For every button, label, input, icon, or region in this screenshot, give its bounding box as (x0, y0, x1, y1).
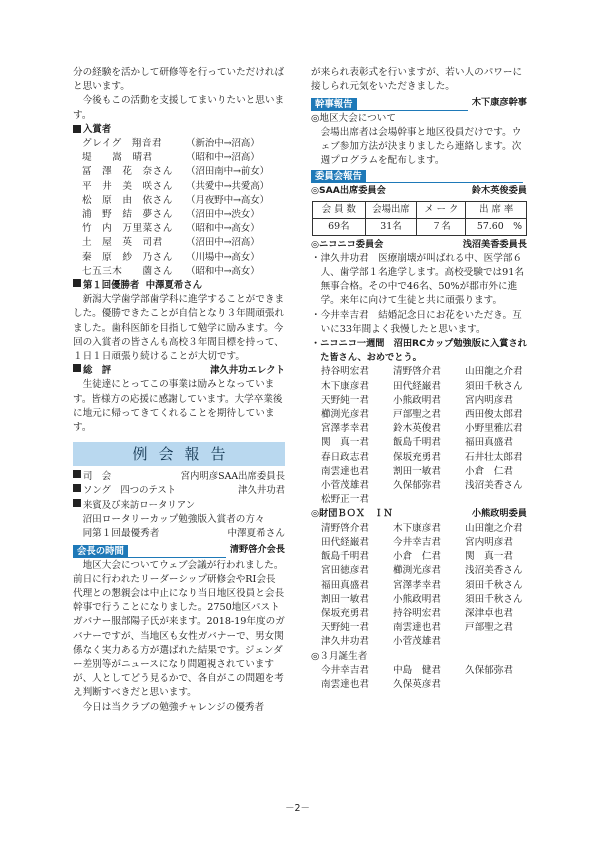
person-name (465, 493, 537, 507)
meeting-list (73, 470, 285, 513)
person-name: 戸部聖之君 (465, 622, 513, 634)
birthday-heading: ◎３月誕生者 (311, 650, 368, 662)
person-name (465, 678, 537, 692)
review-heading: 総 評 津久井功エレクト (73, 364, 285, 378)
person-name (465, 635, 537, 649)
person-name: 南雲達也君 (321, 678, 369, 690)
name-row (311, 422, 527, 436)
person-name: 宮田徳彦君 (321, 565, 369, 577)
person-name: 久保郁弥君 (393, 480, 441, 492)
birthday-names (311, 664, 527, 692)
person-name: 須田千秋さん (465, 593, 523, 605)
award-row (73, 165, 285, 179)
award-name: 平 井 美 咲さん (82, 180, 173, 192)
person-name: 須田千秋さん (465, 380, 523, 392)
square-bullet-icon (73, 470, 81, 478)
person-name: 今井幸吉君 (321, 664, 369, 676)
person-name: 小熊政明君 (393, 593, 441, 605)
winner-heading: 第１回優勝者 中澤夏希さん (73, 279, 285, 293)
name-row (311, 436, 527, 450)
person-name: 木下康彦君 (393, 522, 441, 534)
meeting-item (73, 484, 285, 498)
name-row (311, 408, 527, 422)
person-name: 戸部聖之君 (393, 409, 441, 421)
person-name: 宮澤孝幸君 (321, 423, 369, 435)
meeting-item-label: 司 会 (83, 471, 112, 483)
name-row (311, 607, 527, 621)
person-name: 小倉 仁君 (393, 551, 441, 563)
award-name: 秦 原 紗 乃さん (82, 251, 173, 263)
name-row (311, 678, 527, 692)
person-name: 松野正一君 (321, 494, 369, 506)
square-bullet-icon (73, 279, 81, 287)
award-row (73, 251, 285, 265)
table-header-cell: 出 席 率 (466, 201, 527, 218)
person-name: 櫛渕光彦君 (393, 565, 441, 577)
person-name: 保坂充勇君 (321, 607, 369, 619)
name-row (311, 635, 527, 649)
name-row (311, 579, 527, 593)
award-row (73, 180, 285, 194)
award-name: グレイグ 翔音君 (82, 138, 163, 150)
attendance-table (312, 201, 527, 236)
attendance-header-row (313, 201, 527, 218)
page-number: －2－ (285, 802, 310, 814)
person-name: 木下康彦君 (321, 380, 369, 392)
name-row (311, 564, 527, 578)
box-names (311, 522, 527, 650)
awards-list (73, 137, 285, 279)
square-bullet-icon (73, 499, 81, 507)
name-row (311, 451, 527, 465)
name-row (311, 394, 527, 408)
person-name: 関 真一君 (465, 551, 513, 563)
award-row (73, 137, 285, 151)
president-name: 清野啓介会長 (229, 544, 285, 556)
section-rule (366, 182, 523, 183)
name-row (311, 493, 527, 507)
person-name (393, 493, 465, 507)
meeting-item (73, 470, 285, 484)
person-name: 持谷明宏君 (393, 607, 441, 619)
award-school: （昭和中→高女） (186, 265, 260, 277)
award-name: 竹 内 万里菜さん (82, 223, 173, 235)
table-header-cell: 会 員 数 (313, 201, 366, 218)
secretary-label: 幹事報告 (311, 98, 357, 111)
table-header-cell: 会場出席 (365, 201, 417, 218)
niko-item-2: ・今井幸吉君 結婚記念日にお花をいただき。互いに33年間よく我慢したと思います。 (311, 309, 522, 335)
person-name: 鈴木英俊君 (393, 423, 441, 435)
person-name: 小菅茂雄君 (393, 636, 441, 648)
niko-heading: ◎ニコニコ委員会 浅沼美香委員長 (311, 238, 527, 250)
person-name: 浅沼美香さん (465, 565, 523, 577)
name-row (311, 479, 527, 493)
award-school: （沼田南中→前女） (186, 166, 269, 178)
person-name: 割田一敏君 (321, 593, 369, 605)
name-row (311, 465, 527, 479)
person-name: 清野啓介君 (321, 522, 369, 534)
meeting-report-banner: 例会報告 (73, 442, 285, 466)
continued-paragraph: が来られ表彰式を行いますが、若い人のパワーに接しられ元気をいただきました。 (311, 67, 523, 93)
right-column (311, 66, 527, 692)
person-name: 小倉 仁君 (465, 465, 513, 477)
award-row (73, 151, 285, 165)
person-name: 福田真盛君 (465, 437, 513, 449)
box-heading: ◎財団ＢＯＸ ＩＮ 小熊政明委員 (311, 508, 527, 520)
person-name: 保坂充勇君 (393, 451, 441, 463)
attendance-value-row (313, 218, 527, 235)
person-name: 関 真一君 (321, 437, 369, 449)
person-name: 割田一敏君 (393, 465, 441, 477)
person-name: 中島 健君 (393, 664, 441, 676)
award-name: 堤 嵩 晴君 (82, 152, 153, 164)
section-rule (128, 557, 226, 558)
saa-heading: ◎SAA出席委員会 鈴木英俊委員 (311, 185, 527, 197)
table-cell: ７名 (417, 218, 466, 235)
table-cell: 57.60 % (466, 218, 527, 235)
meeting-item (73, 499, 285, 513)
award-school: （昭和中→高女） (186, 223, 260, 235)
person-name: 今井幸吉君 (393, 536, 441, 548)
person-name: 春日政志君 (321, 451, 369, 463)
person-name: 小熊政明君 (393, 394, 441, 406)
person-name: 宮内明彦君 (465, 536, 513, 548)
person-name: 山田龍之介君 (465, 522, 523, 534)
name-row (311, 365, 527, 379)
award-row (73, 194, 285, 208)
secretary-name: 木下康彦幹事 (471, 97, 527, 109)
niko-weekly-title: ・ニコニコ一週間 沼田RCカップ勉強版に入賞された皆さん、おめでとう。 (311, 338, 527, 364)
award-name: 七五三木 薗さん (82, 265, 173, 277)
square-bullet-icon (73, 125, 81, 133)
table-header-cell: メ ー ク (417, 201, 466, 218)
award-school: （月夜野中→高女） (186, 194, 269, 206)
secretary-paragraph: 会場出席者は会場幹事と地区役員だけです。ウェブ参加方法が決まりましたら連絡します。次週プログラムを配布します。 (320, 126, 522, 167)
section-rule (357, 110, 468, 111)
award-name: 松 原 由 依さん (82, 194, 173, 206)
secretary-subheading: ◎地区大会について (311, 112, 396, 124)
award-row (73, 265, 285, 279)
name-row (311, 621, 527, 635)
person-name: 山田龍之介君 (465, 366, 523, 378)
award-row (73, 208, 285, 222)
president-section-header (73, 543, 285, 557)
person-name: 福田真盛君 (321, 579, 369, 591)
person-name: 西田俊太郎君 (465, 409, 523, 421)
person-name: 浅沼美香さん (465, 480, 523, 492)
awards-heading: 入賞者 (73, 123, 285, 137)
person-name: 南雲達也君 (393, 622, 441, 634)
table-cell: 69名 (313, 218, 366, 235)
committee-section-header (311, 170, 527, 183)
award-name: 土 屋 英 司君 (82, 237, 163, 249)
person-name: 深津卓也君 (465, 607, 513, 619)
left-column (73, 66, 285, 715)
person-name: 小野里雅広君 (465, 423, 523, 435)
name-row (311, 380, 527, 394)
person-name: 久保郁弥君 (465, 664, 513, 676)
guest-line-1: 沼田ロータリーカップ勉強版入賞者の方々 (82, 513, 265, 525)
award-name: 冨 澤 花 奈さん (82, 166, 173, 178)
intro-paragraph-2: 今後もこの活動を支援してまいりたいと思います。 (73, 95, 285, 121)
person-name: 清野啓介君 (393, 366, 441, 378)
winner-paragraph: 新潟大学歯学部歯学科に進学することができました。優勝できたことが自信となり３年間頑張れました。歯科医師を目指して勉学に励みます。今回の入賞者の皆さんも高校３年間目標を持って、１日１日頑張り続けることが大切です。 (73, 294, 285, 363)
person-name: 田代経巌君 (393, 380, 441, 392)
award-row (73, 222, 285, 236)
person-name: 天野純一君 (321, 394, 369, 406)
niko-weekly-names (311, 365, 527, 507)
person-name: 須田千秋さん (465, 579, 523, 591)
person-name: 天野純一君 (321, 622, 369, 634)
committee-label: 委員会報告 (311, 170, 366, 183)
square-bullet-icon (73, 484, 81, 492)
niko-item-1: ・津久井功君 医療崩壊が叫ばれる中、医学部６人、歯学部１名進学します。高校受験では91名無事合格。その中で46名、50%が郡市外に進学。来年に向けて生徒と共に頑張ります。 (311, 252, 524, 307)
name-row (311, 593, 527, 607)
person-name: 津久井功君 (321, 636, 369, 648)
meeting-item-label: 来賓及び来訪ロータリアン (83, 499, 196, 511)
name-row (311, 536, 527, 550)
name-row (311, 550, 527, 564)
meeting-item-value: 津久井功君 (238, 485, 285, 497)
person-name: 小菅茂雄君 (321, 480, 369, 492)
president-paragraph-1: 地区大会についてウェブ会議が行われました。前日に行われたリーダーシップ研修会やRI会長代理との懇親会は中止になり当日地区役員と会長幹事で行うことになりました。2750地区パストガバナー服部陽子氏が来ます。2018-19年度のガバナーですが、当地区も女性ガバナーで、男女関係なく実力ある方が選ばれた結果です。ジェンダー差別等がニュースになり問題視されていますが、人としてどう見るかで、各自がこの問題を考え判断すべきだと思います。 (73, 559, 285, 699)
person-name: 宮澤孝幸君 (393, 579, 441, 591)
award-school: （昭和中→沼高） (186, 152, 260, 164)
award-school: （新治中→沼高） (186, 138, 260, 150)
award-school: （共愛中→共愛高） (186, 180, 269, 192)
person-name: 櫛渕光彦君 (321, 409, 369, 421)
secretary-section-header (311, 96, 527, 110)
person-name: 南雲達也君 (321, 465, 369, 477)
person-name: 石井壮太郎君 (465, 451, 523, 463)
person-name: 久保英彦君 (393, 678, 441, 690)
square-bullet-icon (73, 364, 81, 372)
award-school: （川場中→高女） (186, 251, 260, 263)
person-name: 飯島千明君 (393, 437, 441, 449)
president-paragraph-2: 今日は当クラブの勉強チャレンジの優秀者 (82, 701, 265, 713)
guest-line-2: 同第１回最優秀者 中澤夏希さん (82, 528, 285, 540)
person-name: 持谷明宏君 (321, 366, 369, 378)
intro-paragraph-1: 分の経験を活かして研修等を行っていただければと思います。 (73, 67, 285, 93)
award-name: 浦 野 結 夢さん (82, 209, 173, 221)
president-label: 会長の時間 (73, 545, 128, 558)
meeting-item-value: 宮内明彦SAA出席委員長 (180, 471, 285, 483)
person-name: 飯島千明君 (321, 551, 369, 563)
table-cell: 31名 (365, 218, 417, 235)
award-school: （沼田中→渋女） (186, 209, 260, 221)
review-paragraph: 生徒達にとってこの事業は励みとなっています。皆様方の応援に感謝しています。大学卒業後に地元に帰ってきてくれることを期待しています。 (73, 379, 283, 434)
name-row (311, 522, 527, 536)
name-row (311, 664, 527, 678)
award-school: （沼田中→沼高） (186, 237, 260, 249)
award-row (73, 236, 285, 250)
person-name: 宮内明彦君 (465, 394, 513, 406)
meeting-item-label: ソング 四つのテスト (83, 485, 177, 497)
person-name: 田代経巌君 (321, 536, 369, 548)
